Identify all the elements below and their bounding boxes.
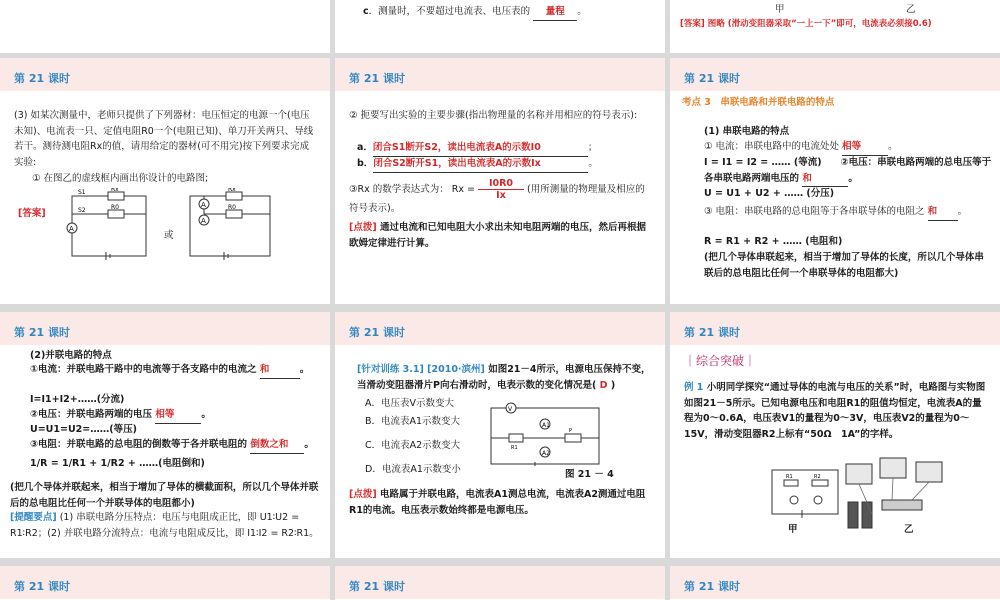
voltage-line: ②电压：并联电路两端的电压 相等 。: [30, 407, 325, 424]
lesson-title: 第 21 课时: [349, 580, 405, 593]
instruction-text: ① 在图乙的虚线框内画出你设计的电路图;: [32, 173, 209, 184]
lesson-title: 第 21 课时: [14, 326, 70, 339]
current-answer: 相等: [842, 139, 888, 156]
resistance-line: ③ 电阻：串联电路的总电阻等于各串联导体的电阻之 和 。: [704, 204, 994, 221]
svg-text:R1: R1: [786, 474, 793, 480]
resistance-formula: R = R1 + R2 + …… (电阻和): [704, 236, 843, 247]
svg-text:A1: A1: [542, 422, 550, 429]
lesson-title: 第 21 课时: [684, 72, 740, 85]
formula-prefix: ③Rx 的数学表达式为： Rx =: [349, 184, 475, 195]
svg-text:Rx: Rx: [111, 188, 119, 193]
slide-bottom-right: [670, 566, 1000, 600]
svg-text:A: A: [69, 225, 74, 233]
slide-header: [335, 58, 665, 91]
fig-label-yi: 乙: [906, 4, 916, 15]
question-text: 如图21－4所示，电源电压保持不变，当滑动变阻器滑片P向右滑动时，电表示数的变化情况是(: [357, 364, 651, 391]
svg-text:S1: S1: [78, 189, 86, 196]
practice-source: [2010·滨州]: [427, 364, 485, 375]
svg-text:Rx: Rx: [228, 188, 236, 193]
lesson-title: 第 21 课时: [349, 72, 405, 85]
example-label: 例 1: [684, 382, 704, 393]
lesson-title: 第 21 课时: [684, 326, 740, 339]
tip-text: 电路属于并联电路，电流表A1测总电流，电流表A2测通过电阻R1的电流。电压表示数始终都是电源电压。: [349, 489, 646, 516]
formula-denominator: Ix: [496, 190, 506, 201]
slide-header: [670, 312, 1000, 345]
current-text: ①电流：并联电路干路中的电流等于各支路中的电流之: [30, 364, 257, 375]
lesson-title: 第 21 课时: [14, 72, 70, 85]
reminder-block: [10, 510, 325, 541]
slide-parallel-circuit: [0, 312, 330, 558]
resistance-text: ③ 电阻：串联电路的总电阻等于各串联导体的电阻之: [704, 206, 925, 217]
answer-range: 量程: [533, 4, 577, 21]
option-d: D．电流表A1示数变小: [365, 464, 461, 475]
tip-block: [349, 487, 654, 518]
reminder-label: [提醒要点]: [10, 512, 57, 523]
slide-practice: [335, 312, 665, 558]
resistance-answer: 倒数之和: [250, 437, 304, 454]
slide-header: [670, 566, 1000, 599]
key-point-title: 考点 3 串联电路和并联电路的特点: [682, 97, 835, 108]
tip-text: 通过电流和已知电阻大小求出未知电阻两端的电压，然后再根据欧姆定律进行计算。: [349, 222, 647, 249]
example-block: [684, 380, 989, 442]
option-c: C．电流表A2示数变大: [365, 440, 461, 451]
lesson-title: 第 21 课时: [349, 326, 405, 339]
svg-text:P: P: [569, 428, 573, 434]
option-b: B．电流表A1示数变大: [365, 416, 461, 427]
slide-experiment-design: [0, 58, 330, 304]
voltage-formula: U=U1=U2=……(等压): [30, 424, 137, 435]
slide-header: [0, 566, 330, 599]
formula-suffix: (用所测量的物理量及相应的符号表示)。: [349, 184, 645, 214]
voltage-answer: 相等: [155, 407, 201, 424]
lesson-title: 第 21 课时: [684, 580, 740, 593]
step-a: a．闭合S1断开S2，读出电流表A的示数I0 ；: [357, 140, 657, 157]
svg-text:R1: R1: [511, 445, 518, 451]
voltage-formula: U = U1 + U2 + …… (分压): [704, 188, 835, 199]
question-text: (3) 如某次测量中，老师只提供了下列器材：电压恒定的电源一个(电压未知)、电流表一只、定值电阻R0一个(电阻已知)、单刀开关两只、导线若干。测待测电阻Rx的值，请用给定的器材(可不用完)按下列要求完成实验:: [14, 110, 314, 168]
circuit-figure-21-4: [485, 400, 605, 470]
step-b: b．闭合S2断开S1，读出电流表A的示数Ix 。: [357, 156, 657, 173]
subheading: (1) 串联电路的特点: [704, 126, 790, 137]
slide-top-middle: [335, 0, 665, 53]
subheading: (2)并联电路的特点: [30, 350, 112, 361]
fig-label-jia: 甲: [775, 4, 785, 15]
reminder-text: (1) 串联电路分压特点：电压与电阻成正比，即 U1∶U2 = R1∶R2；(2) 并联电路分流特点：电流与电阻成反比，即 I1∶I2 = R2∶R1。: [10, 512, 319, 539]
fig-label-jia: 甲: [788, 524, 798, 535]
slide-header: [670, 58, 1000, 91]
answer-text: [答案] 图略 (滑动变阻器采取“一上一下”即可，电流表必须接0.6): [680, 19, 932, 29]
circuit-diagram-jia: [766, 462, 846, 522]
slide-header: [0, 58, 330, 91]
slide-header: [0, 312, 330, 345]
svg-text:A: A: [201, 201, 206, 209]
slide-bottom-left: [0, 566, 330, 600]
current-formula: I=I1+I2+……(分流): [30, 394, 125, 405]
measure-line: c．测量时，不要超过电流表、电压表的 量程 。: [363, 4, 663, 21]
apparatus-image-yi: [842, 454, 952, 532]
tip-block: [349, 220, 654, 251]
tip-label: [点拨]: [349, 489, 377, 500]
question-answer: D: [599, 379, 608, 391]
resistance-formula: 1/R = 1/R1 + 1/R2 + ……(电阻倒和): [30, 458, 205, 469]
current-line: ① 电流：串联电路中的电流处处 相等 。: [704, 139, 994, 156]
question-end: ): [610, 379, 616, 391]
slide-header: [335, 566, 665, 599]
slide-top-right: [670, 0, 1000, 53]
steps-intro: ② 扼要写出实验的主要步骤(指出物理量的名称并用相应的符号表示):: [349, 110, 638, 121]
circuit-diagram-1: [58, 188, 158, 264]
slide-comprehensive: [670, 312, 1000, 558]
voltage-text: ②电压：并联电路两端的电压: [30, 409, 153, 420]
fig-label-yi: 乙: [904, 524, 914, 535]
formula-numerator: I0R0: [478, 178, 524, 190]
answer-label: [答案]: [18, 208, 46, 219]
lesson-title: 第 21 课时: [14, 580, 70, 593]
tip-label: [点拨]: [349, 222, 377, 233]
voltage-text: I = I1 = I2 = …… (等流) ②电压：串联电路两端的总电压等于各串联电路两端电压的: [704, 157, 992, 184]
resistance-line: ③电阻：并联电路的总电阻的倒数等于各并联电阻的 倒数之和 。: [30, 437, 325, 454]
step-a-answer: 闭合S1断开S2，读出电流表A的示数I0: [373, 140, 588, 157]
svg-text:R0: R0: [111, 204, 119, 211]
current-answer: 和: [260, 362, 300, 379]
circuit-diagram-2: [180, 188, 280, 264]
step-b-answer: 闭合S2断开S1，读出电流表A的示数Ix: [373, 156, 588, 173]
svg-text:R2: R2: [814, 474, 821, 480]
voltage-line: I = I1 = I2 = …… (等流) ②电压：串联电路两端的总电压等于各串联电路两端电压的 和 。: [704, 155, 994, 187]
current-line: ①电流：并联电路干路中的电流等于各支路中的电流之 和 。: [30, 362, 325, 379]
practice-tag: [针对训练 3.1]: [357, 364, 424, 375]
svg-text:A2: A2: [542, 450, 550, 457]
formula-line: [349, 178, 654, 217]
series-note: (把几个导体串联起来，相当于增加了导体的长度，所以几个导体串联后的总电阻比任何一个串联导体的电阻都大): [704, 252, 984, 279]
slide-experiment-steps: [335, 58, 665, 304]
parallel-note: (把几个导体并联起来，相当于增加了导体的横截面积，所以几个导体并联后的总电阻比任何一个并联导体的电阻都小): [10, 482, 319, 509]
svg-text:A: A: [201, 217, 206, 225]
question-block: [357, 362, 657, 393]
slide-top-left: [0, 0, 330, 53]
option-a: A．电压表V示数变大: [365, 398, 454, 409]
resistance-text: ③电阻：并联电路的总电阻的倒数等于各并联电阻的: [30, 439, 248, 450]
slide-bottom-middle: [335, 566, 665, 600]
resistance-answer: 和: [928, 204, 958, 221]
example-text: 小明同学探究“通过导体的电流与电压的关系”时，电路图与实物图如图21－5所示。已知电源电压和电阻R1的阻值均恒定，电流表A的量程为0～0.6A，电压表V1的量程为0～3V，电压表V2的量程为0～15V，滑动变阻器R2上标有“50Ω 1A”的字样。: [684, 382, 986, 440]
svg-text:R0: R0: [228, 204, 236, 211]
slide-header: [335, 312, 665, 345]
section-title: ｜综合突破｜: [684, 354, 757, 368]
svg-text:S2: S2: [78, 207, 86, 214]
slide-series-circuit: [670, 58, 1000, 304]
formula-fraction: [478, 178, 524, 201]
current-text: ① 电流：串联电路中的电流处处: [704, 141, 840, 152]
figure-caption: 图 21 － 4: [565, 469, 614, 480]
measure-text: 测量时，不要超过电流表、电压表的: [378, 6, 531, 17]
or-label: 或: [164, 230, 174, 241]
svg-text:V: V: [508, 406, 513, 413]
voltage-answer: 和: [802, 171, 848, 188]
